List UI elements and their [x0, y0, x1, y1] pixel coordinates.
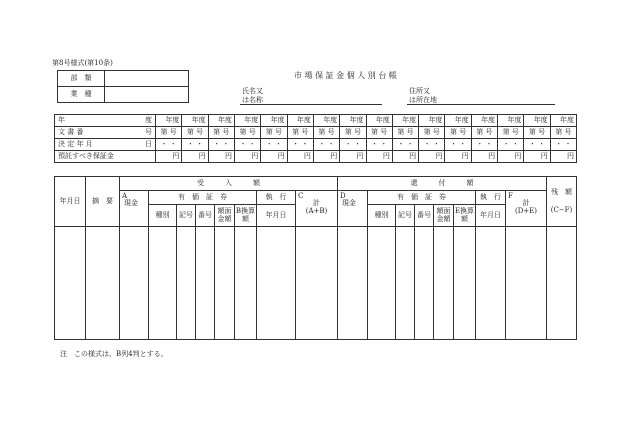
ledger-cell[interactable]: [86, 227, 120, 340]
ledger-entry-row: [55, 227, 577, 340]
summary-cell[interactable]: 円: [182, 151, 208, 163]
footnote: 注 この様式は、B列4判とする。: [60, 350, 168, 358]
summary-cell[interactable]: 第 号: [340, 127, 366, 139]
balance-header: [547, 177, 577, 227]
received-total-letter: C: [298, 192, 304, 200]
received-sub-symbol: 記号: [177, 205, 196, 227]
summary-cell[interactable]: 円: [234, 151, 260, 163]
summary-cell[interactable]: 年度: [234, 115, 260, 127]
ledger-cell[interactable]: [476, 227, 506, 340]
summary-cell[interactable]: ・ ・: [340, 139, 366, 151]
col-summary: 摘 要: [86, 177, 120, 227]
summary-cell[interactable]: 円: [550, 151, 576, 163]
summary-row: [55, 127, 577, 139]
summary-cell[interactable]: ・ ・: [208, 139, 234, 151]
summary-cell[interactable]: 年度: [313, 115, 339, 127]
summary-cell[interactable]: 円: [392, 151, 418, 163]
summary-cell[interactable]: 年度: [392, 115, 418, 127]
received-securities-header: 有 価 証 券: [149, 191, 257, 205]
delivered-cash-letter: D: [340, 192, 346, 200]
summary-row-label-right: 度: [145, 115, 152, 124]
address-label-line2: は所在地: [409, 96, 437, 104]
summary-cell[interactable]: 円: [445, 151, 471, 163]
summary-cell[interactable]: ・ ・: [182, 139, 208, 151]
summary-cell[interactable]: 第 号: [550, 127, 576, 139]
summary-cell[interactable]: 第 号: [156, 127, 182, 139]
delivered-total-formula: (D+E): [514, 206, 538, 215]
delivered-executed-date: 年月日: [476, 205, 506, 227]
delivered-cash-label: 現金: [342, 199, 356, 208]
summary-cell[interactable]: 円: [471, 151, 497, 163]
delivered-group-header: 還 付 額: [338, 177, 547, 191]
delivered-total-header: [506, 191, 547, 227]
summary-cell[interactable]: ・ ・: [366, 139, 392, 151]
summary-row: [55, 151, 577, 163]
summary-row-label-left: 年: [58, 115, 65, 124]
dept-value-bu[interactable]: [105, 71, 189, 87]
summary-cell[interactable]: ・ ・: [234, 139, 260, 151]
ledger-table: [54, 176, 577, 340]
summary-cell[interactable]: 年度: [156, 115, 182, 127]
summary-cell[interactable]: 第 号: [471, 127, 497, 139]
summary-row-label-left: 預託すべき保証金: [58, 151, 114, 160]
col-date: 年月日: [55, 177, 86, 227]
summary-cell[interactable]: ・ ・: [392, 139, 418, 151]
summary-cell[interactable]: ・ ・: [287, 139, 313, 151]
received-sub-converted: B換算額: [235, 205, 257, 227]
summary-cell[interactable]: 円: [261, 151, 287, 163]
ledger-cell[interactable]: [434, 227, 454, 340]
summary-cell[interactable]: 円: [366, 151, 392, 163]
summary-cell[interactable]: ・ ・: [156, 139, 182, 151]
summary-cell[interactable]: ・ ・: [445, 139, 471, 151]
summary-cell[interactable]: ・ ・: [471, 139, 497, 151]
summary-row-label: [55, 115, 156, 127]
name-label-line1: 氏名又: [242, 87, 263, 95]
ledger-cell[interactable]: [120, 227, 149, 340]
dept-label-gyo: 業 種: [58, 87, 105, 103]
summary-cell[interactable]: ・ ・: [313, 139, 339, 151]
summary-cell[interactable]: 円: [498, 151, 524, 163]
summary-cell[interactable]: 円: [313, 151, 339, 163]
received-total-label: 計: [313, 199, 320, 208]
received-executed-header: 執 行: [257, 191, 296, 205]
delivered-cash-header: [338, 191, 368, 227]
form-number: 第8号様式(第10条): [52, 59, 113, 67]
ledger-cell[interactable]: [415, 227, 434, 340]
summary-cell[interactable]: 第 号: [366, 127, 392, 139]
balance-formula: (C−F): [550, 205, 573, 214]
balance-label: 残 額: [551, 188, 572, 197]
ledger-cell[interactable]: [506, 227, 547, 340]
summary-cell[interactable]: 年度: [182, 115, 208, 127]
received-total-formula: (A+B): [305, 206, 328, 215]
delivered-sub-face: 額面金額: [434, 205, 454, 227]
summary-row-label: [55, 127, 156, 139]
received-executed-date: 年月日: [257, 205, 296, 227]
summary-row-label-left: 決 定 年 月: [58, 139, 93, 148]
summary-cell[interactable]: 年度: [471, 115, 497, 127]
department-box: [57, 70, 189, 103]
summary-cell[interactable]: 円: [208, 151, 234, 163]
summary-cell[interactable]: 第 号: [498, 127, 524, 139]
ledger-cell[interactable]: [177, 227, 196, 340]
ledger-cell[interactable]: [454, 227, 476, 340]
ledger-cell[interactable]: [235, 227, 257, 340]
ledger-cell[interactable]: [149, 227, 177, 340]
delivered-total-label: 計: [522, 199, 530, 208]
summary-cell[interactable]: 円: [287, 151, 313, 163]
delivered-sub-type: 種別: [368, 205, 396, 227]
summary-cell[interactable]: 円: [524, 151, 550, 163]
summary-cell[interactable]: 第 号: [313, 127, 339, 139]
dept-value-gyo[interactable]: [105, 87, 189, 103]
received-sub-face: 額面金額: [215, 205, 235, 227]
ledger-cell[interactable]: [196, 227, 215, 340]
ledger-cell[interactable]: [396, 227, 415, 340]
summary-cell[interactable]: 年度: [261, 115, 287, 127]
ledger-cell[interactable]: [547, 227, 577, 340]
dept-label-bu: 部 類: [58, 71, 105, 87]
received-sub-number: 番号: [196, 205, 215, 227]
summary-cell[interactable]: 第 号: [208, 127, 234, 139]
received-cash-letter: A: [122, 192, 128, 200]
delivered-securities-header: 有 価 証 券: [368, 191, 476, 205]
summary-cell[interactable]: 第 号: [261, 127, 287, 139]
ledger-cell[interactable]: [338, 227, 368, 340]
received-cash-header: [120, 191, 149, 227]
summary-table: [54, 114, 577, 163]
summary-cell[interactable]: 年度: [445, 115, 471, 127]
received-group-header: 受 入 額: [120, 177, 338, 191]
delivered-sub-symbol: 記号: [396, 205, 415, 227]
summary-row: [55, 139, 577, 151]
delivered-total-letter: F: [508, 192, 513, 200]
delivered-sub-converted: E換算額: [454, 205, 476, 227]
summary-row-label: [55, 139, 156, 151]
summary-cell[interactable]: ・ ・: [524, 139, 550, 151]
summary-cell[interactable]: 第 号: [182, 127, 208, 139]
summary-cell[interactable]: 円: [419, 151, 445, 163]
ledger-cell[interactable]: [257, 227, 296, 340]
summary-row-label-left: 文 書 番: [58, 127, 84, 136]
name-field-underline[interactable]: [240, 104, 382, 105]
ledger-cell[interactable]: [215, 227, 235, 340]
summary-cell[interactable]: 円: [156, 151, 182, 163]
summary-row: [55, 115, 577, 127]
summary-cell[interactable]: 年度: [287, 115, 313, 127]
summary-cell[interactable]: 第 号: [287, 127, 313, 139]
summary-cell[interactable]: ・ ・: [261, 139, 287, 151]
summary-row-label-right: 号: [145, 127, 152, 136]
summary-cell[interactable]: 第 号: [524, 127, 550, 139]
summary-cell[interactable]: 年度: [498, 115, 524, 127]
address-label-line1: 住所又: [409, 87, 430, 95]
ledger-cell[interactable]: [368, 227, 396, 340]
summary-cell[interactable]: ・ ・: [498, 139, 524, 151]
ledger-cell[interactable]: [296, 227, 338, 340]
summary-cell[interactable]: 年度: [524, 115, 550, 127]
page-title: 市 場 保 証 金 個 人 別 台 帳: [294, 71, 397, 80]
summary-cell[interactable]: 第 号: [234, 127, 260, 139]
summary-cell[interactable]: 年度: [340, 115, 366, 127]
summary-cell[interactable]: 年度: [550, 115, 576, 127]
summary-row-label: [55, 151, 156, 163]
address-field-underline[interactable]: [407, 104, 555, 105]
received-cash-label: 現金: [124, 199, 138, 208]
summary-cell[interactable]: 年度: [366, 115, 392, 127]
summary-cell[interactable]: 第 号: [445, 127, 471, 139]
received-total-header: [296, 191, 338, 227]
summary-cell[interactable]: 第 号: [392, 127, 418, 139]
summary-cell[interactable]: 年度: [419, 115, 445, 127]
received-sub-type: 種別: [149, 205, 177, 227]
ledger-cell[interactable]: [55, 227, 86, 340]
delivered-executed-header: 執 行: [476, 191, 506, 205]
summary-cell[interactable]: ・ ・: [550, 139, 576, 151]
delivered-sub-number: 番号: [415, 205, 434, 227]
name-label-line2: は名称: [242, 96, 263, 104]
summary-cell[interactable]: ・ ・: [419, 139, 445, 151]
summary-cell[interactable]: 年度: [208, 115, 234, 127]
summary-cell[interactable]: 第 号: [419, 127, 445, 139]
summary-cell[interactable]: 円: [340, 151, 366, 163]
summary-row-label-right: 日: [145, 139, 152, 148]
